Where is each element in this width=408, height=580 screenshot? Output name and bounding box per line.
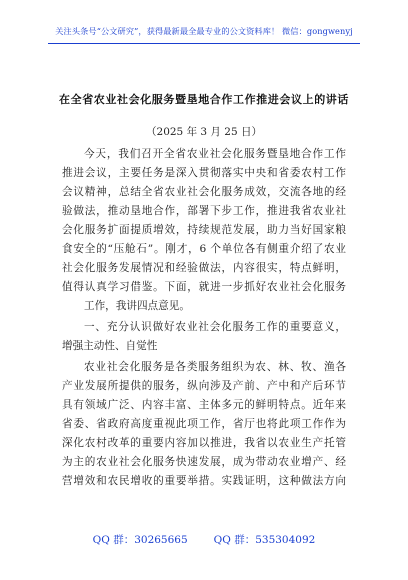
document-date: （2025 年 3 月 25 日） <box>146 126 262 138</box>
footer-qq-group-2: QQ 群：535304092 <box>213 534 316 546</box>
body-line: 产业发展所提供的服务，纵向涉及产前、产中和产后环节 <box>62 380 346 392</box>
body-line: 会议精神，总结全省农业社会化服务成效，交流各地的经 <box>62 186 346 198</box>
body-line: 会化服务扩面提质增效，持续规范发展，助力当好国家粮 <box>62 224 346 236</box>
body-line: 为主的农业社会化服务快速发展，成为带动农业增产、经 <box>62 456 346 468</box>
body-line: 省委、省政府高度重视此项工作，省厅也将此项工作作为 <box>62 418 346 430</box>
section-heading-line: 增强主动性、自觉性 <box>62 340 158 352</box>
body-line: 深化农村改革的重要内容加以推进，我省以农业生产托管 <box>62 437 346 449</box>
body-line: 具有领域广泛、内容丰富、主体多元的鲜明特点。近年来 <box>62 399 346 411</box>
header-divider <box>48 43 360 44</box>
body-line: 营增效和农民增收的重要举措。实践证明，这种做法方向 <box>62 475 346 487</box>
document-title: 在全省农业社会化服务暨垦地合作工作推进会议上的讲话 <box>59 93 349 106</box>
footer-contacts <box>0 532 408 547</box>
body-line: 社会化服务发展情况和经验做法，内容很实，特点鲜明， <box>62 262 346 274</box>
section-heading-line: 一、充分认识做好农业社会化服务工作的重要意义， <box>84 321 346 333</box>
body-line: 农业社会化服务是各类服务组织为农、林、牧、渔各 <box>84 361 346 373</box>
body-line: 推进会议，主要任务是深入贯彻落实中央和省委农村工作 <box>62 167 346 179</box>
header-promo-text: 关注头条号“公文研究”，获得最新最全最专业的公文资料库！ 微信：gongwenyj <box>55 26 353 36</box>
body-line: 工作，我讲四点意见。 <box>84 300 190 312</box>
body-line: 值得认真学习借鉴。下面，就进一步抓好农业社会化服务 <box>62 281 346 293</box>
body-line: 今天，我们召开全省农业社会化服务暨垦地合作工作 <box>84 148 346 160</box>
body-line: 食安全的“压舱石”。刚才，6 个单位各有侧重介绍了农业 <box>62 243 346 255</box>
footer-qq-group-1: QQ 群：30265665 <box>92 534 188 546</box>
body-line: 验做法，推动垦地合作，部署下步工作，推进我省农业社 <box>62 205 346 217</box>
